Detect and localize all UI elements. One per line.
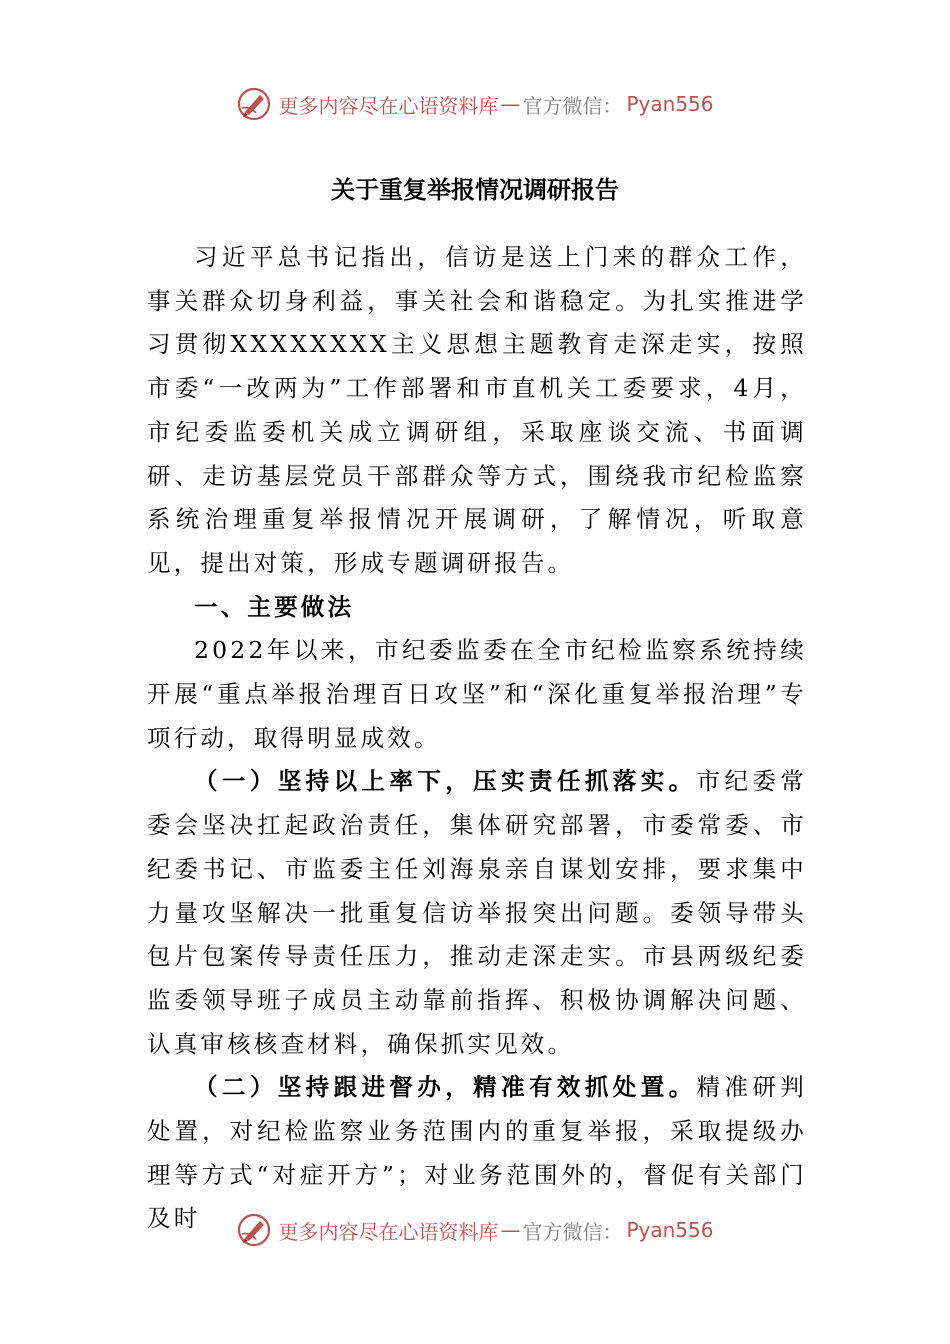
banner-dash: —: [500, 92, 521, 116]
item2-lead: （二）坚持跟进督办，精准有效抓处置。: [194, 1073, 697, 1102]
footer-brand: 更多内容尽在心语资料库: [278, 1219, 499, 1244]
pen-logo-icon: [236, 86, 272, 122]
footer-dash: —: [500, 1218, 521, 1242]
footer-banner: [0, 1210, 950, 1250]
item2-body: 精准研判处置，对纪检监察业务范围内的重复举报，采取提级办理等方式“对症开方”；对业务范围外的，督促有关部门及时: [147, 1073, 807, 1233]
intro-paragraph: 习近平总书记指出，信访是送上门来的群众工作，事关群众切身利益，事关社会和谐稳定。为扎实推进学习贯彻XXXXXXXX主义思想主题教育走深走实，按照市委“一改两为”工作部署和市直机关工委要求，4月，市纪委监委机关成立调研组，采取座谈交流、书面调研、走访基层党员干部群众等方式，围绕我市纪检监察系统治理重复举报情况开展调研，了解情况，听取意见，提出对策，形成专题调研报告。: [147, 243, 807, 577]
banner-brand: 更多内容尽在心语资料库: [278, 93, 499, 118]
item1-lead: （一）坚持以上率下，压实责任抓落实。: [194, 767, 697, 796]
section1-intro: 2022年以来，市纪委监委在全市纪检监察系统持续开展“重点举报治理百日攻坚”和“深化重复举报治理”专项行动，取得明显成效。: [147, 636, 807, 752]
footer-official: 官方微信：: [522, 1219, 623, 1244]
item1-paragraph: [147, 760, 807, 1066]
banner-wechat-id: Pyan556: [626, 92, 714, 116]
pen-logo-icon: [236, 1212, 272, 1248]
section1-heading: 一、主要做法: [194, 592, 355, 621]
header-banner: [0, 84, 950, 124]
footer-wechat-id: Pyan556: [626, 1218, 714, 1242]
document-title: 关于重复举报情况调研报告: [331, 176, 619, 204]
item1-body: 市纪委常委会坚决扛起政治责任，集体研究部署，市委常委、市纪委书记、市监委主任刘海泉亲自谋划安排，要求集中力量攻坚解决一批重复信访举报突出问题。委领导带头包片包案传导责任压力，推动走深走实。市县两级纪委监委领导班子成员主动靠前指挥、积极协调解决问题、认真审核核查材料，确保抓实见效。: [147, 767, 807, 1058]
banner-official: 官方微信：: [522, 93, 623, 118]
document-body: [147, 236, 807, 1241]
